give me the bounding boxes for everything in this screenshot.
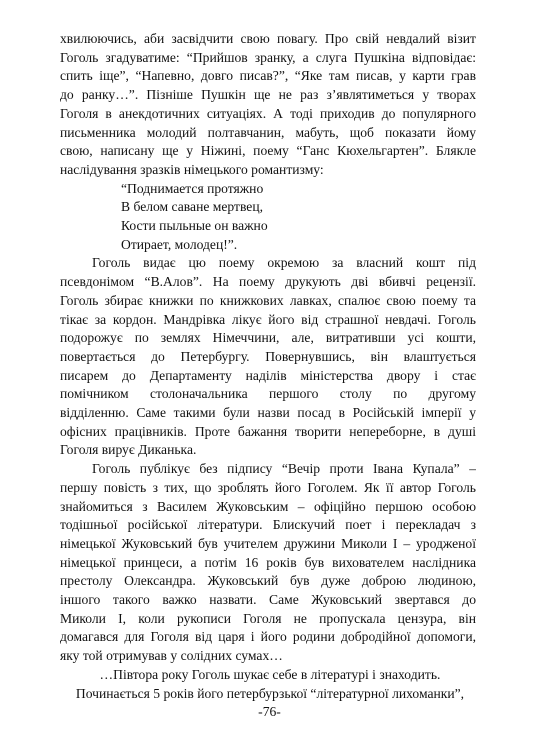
paragraph-first-line: Гоголь видає цю поему окремою за власний кошт під [92,255,476,271]
text-line: яку той отримував у солідних сумах… [60,648,283,664]
text-line: Миколи I, коли рукописи Гоголя не пропускала цензура, він [60,610,476,626]
text-line: німецької Жуковський був учителем дружини Миколи I – уродженої [60,535,476,551]
text-line: повертається до Петербургу. Повернувшись, він влаштується [60,348,476,364]
text-line: відділенню. Саме такими були назви посад в Російській імперії у [60,405,476,420]
text-line: Гоголь згадуватиме: “Прийшов зранку, а слуга Пушкіна відповідає: [60,49,476,65]
text-line: …Півтора року Гоголь шукає себе в літературі і знаходить. [99,666,441,682]
text-line: Гоголь збирає книжки по книжкових лавках, спалює свою поему та [60,292,476,308]
text-line: іншого такого важко назвати. Саме Жуковський звертався до [60,592,476,607]
text-line: письменника молодий полтавчанин, мабуть, щоб показати йому [60,124,476,140]
text-line: подорожує по землях Німеччини, але, витративши усі кошти, [60,330,476,346]
text-line: помічником столоначальника першого столу по другому [60,386,476,402]
text-line: наслідування зразків німецького романтизму: [60,161,324,177]
text-line: Гоголя в анекдотичних ситуаціях. А тоді приходив до популярного [60,105,476,121]
paragraph-first-line: Гоголь публікує без підпису “Вечір проти Івана Купала” – [92,461,476,477]
text-line: тікає за кордон. Мандрівка лікує його від страшної невдачі. Гоголь [60,311,476,327]
text-line: престолу Олександра. Жуковський був дуже доброю людиною, [60,573,476,589]
text-line: офісних працівників. Проте бажання творити непереборне, в душі [60,423,476,439]
text-line: Гоголя вирує Диканька. [60,442,197,458]
text-line: знайомиться з Василем Жуковським – офіційно першою особою [60,498,476,514]
page-number: -76- [258,704,281,720]
text-line: спить іще”, “Напевно, довго писав?”, “Яке там писав, у карти грав [60,68,476,84]
text-line: тодішньої російської літератури. Блискучий поет і перекладач з [60,517,476,533]
text-line: німецької принцеси, а потім 16 років був вихователем наслідника [60,554,476,570]
poem-line: “Поднимается протяжно [121,180,264,196]
poem-line: В белом саване мертвец, [121,199,264,215]
text-line: Починається 5 років його петербурзької “літературної лихоманки”, [75,685,465,701]
text-line: писарем до Департаменту наділів міністерства двору і стає [60,367,476,383]
text-line: першу повість з тих, що зроблять його Гоголем. Як її автор Гоголь [60,479,476,495]
text-line: свою, написану ще у Ніжині, поему “Ганс Кюхельгартен”. Блякле [60,143,476,159]
text-line: домагався для Гоголя від царя і його родини добродійної допомоги, [60,629,476,645]
poem-line: Отирает, молодец!”. [121,236,238,252]
poem-line: Кости пыльные он важно [121,218,268,233]
text-line: хвилюючись, аби засвідчити свою повагу. Про свій невдалий візит [60,31,476,46]
text-line: псевдонімом “В.Алов”. На поему друкують дві вбивчі рецензії. [60,274,476,290]
text-line: до ранку…”. Пізніше Пушкін ще не раз з’являтиметься у творах [60,87,476,103]
